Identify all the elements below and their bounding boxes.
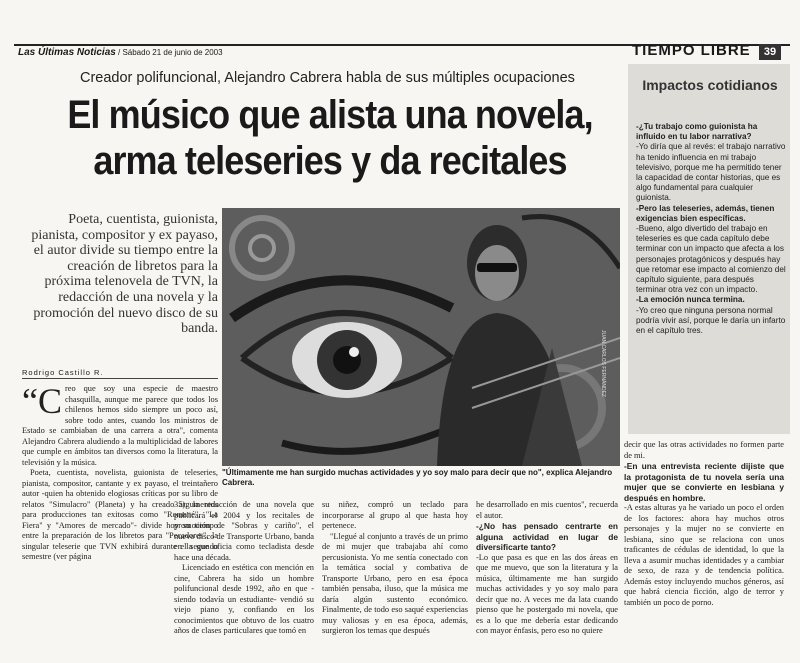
paragraph: Licenciado en estética con mención en cine, Cabrera ha sido un hombre polifuncional desde 1992, año en que -siendo todavía un estudiante- vendió su viejo piano y, confiando en los conocimientos que obtuvo de los cuatro años de clases particulares que tomó en [174,563,314,635]
article-dek: Poeta, cuentista, guionista, pianista, compositor y ex payaso, el autor divide su tiempo entre la creación de libretos para la próxima telenovela de TVN, la redacción de una novela y la promoción del nuevo disco de su banda. [31,212,218,337]
photo-credit: JUAN CARLOS FERNÁNDEZ [600,330,606,397]
byline-rule [22,378,218,379]
paragraph: 35), la redacción de una novela que publicará el 2004 y los recitales de promoción de "Sobras y cariño", el nuevo disco de Transporte Urbano, banda en la que oficia como tecladista desde hace una década. [174,500,314,562]
paragraph: he desarrollado en mis cuentos", recuerda el autor. [476,500,618,520]
page-number: 39 [759,44,781,60]
sidebar-question: -La emoción nunca termina. [636,295,745,305]
paragraph: Poeta, cuentista, novelista, guionista de teleseries, pianista, compositor, cantante y ex payaso, el treintañero autor -quien ha obtenido elogiosas críticas por su libro de relatos "Simulacro" (Planeta) y ha creado argumentos para producciones tan exitosas como "Romané", "La Fiera" y "Amores de mercado"- divide hoy su tiempo entre la preparación de los libretos para "Pecadores", la singular teleserie que TVN exhibirá durante el segundo semestre (ver página [22,468,218,561]
sidebar-question: -Pero las teleseries, además, tienen exigencias bien específicas. [636,203,775,223]
article-kicker: Creador polifuncional, Alejandro Cabrera habla de sus múltiples ocupaciones [80,70,575,86]
sidebar-answer: -Bueno, algo divertido del trabajo en teleseries es que cada capítulo debe terminar con un impacto que afecta a los personajes protagónicos y después hay que retomar ese impacto al comienzo del capítulo siguiente, para después terminar otra vez con un impacto. [636,224,786,295]
sidebar-body [636,122,786,336]
article-column-5 [624,440,784,608]
article-column-3 [322,500,468,637]
headline [60,92,600,184]
sidebar-question: -¿Tu trabajo como guionista ha influido en tu labor narrativa? [636,122,758,142]
section-title: TIEMPO LIBRE [632,42,751,59]
publication-date: / Sábado 21 de junio de 2003 [118,48,223,57]
article-photo [222,208,620,466]
headline-line-1: El músico que alista una novela, [67,93,593,137]
sidebar-answer: -Yo diría que al revés: el trabajo narrativo ha tenido influencia en mi trabajo televisivo, porque me ha permitido tener la capacidad de contar historias, que es algo fundamental para cualquier guionista. [636,142,786,203]
paragraph: su niñez, compró un teclado para incorporarse al grupo al que hasta hoy pertenece. [322,500,468,530]
paragraph: -A estas alturas ya he variado un poco el orden de los factores: ahora hay muchos otros personajes y la mujer no se convierte en lesbiana, sino que se relaciona con unos traficantes de cédulas de identidad, lo que la lleva a asumir muchas identidades y a cambiar de sexo, de raza y de tendencia política. Además estoy incluyendo muchos géneros, así que habrá ciencia ficción, algo de terror y también un poco de porno. [624,503,784,607]
interview-question: -¿No has pensado centrarte en alguna actividad en lugar de diversificarte tanto? [476,521,618,552]
sidebar-title: Impactos cotidianos [642,77,778,93]
paragraph: decir que las otras actividades no formen parte de mi. [624,440,784,460]
publication-name: Las Últimas Noticias [18,47,116,58]
sidebar-answer: -Yo creo que ninguna persona normal podría vivir así, porque le daría un infarto en el capítulo tres. [636,305,786,336]
headline-line-2: arma teleseries y da recitales [93,139,567,183]
article-column-4 [476,500,618,637]
photo-caption: "Últimamente me han surgido muchas actividades y yo soy malo para decir que no", explica Alejandro Cabrera. [222,468,613,487]
byline: Rodrigo Castillo R. [22,368,104,377]
paragraph: “Creo que soy una especie de maestro chasquilla, aunque me parece que todos los chilenos hemos sido siempre un poco así, sobre todo antes, cuando los ministros de Estado se cambiaban de una carrera a otra", comenta Alejandro Cabrera aludiendo a la multiplicidad de labores que cumple en ámbitos tan diversos como la literatura, la televisión y la música. [22,381,218,467]
interview-question: -En una entrevista reciente dijiste que la protagonista de tu novela sería una mujer que se convierte en lesbiana y después en hombre. [624,461,784,503]
drop-cap: “C [22,381,62,421]
paragraph: "Llegué al conjunto a través de un primo de mi mujer que trabajaba ahí como percusionista. Yo me sentía conectado con la temática social y combativa de Transporte Urbano, pero en esa época también pensaba, iluso, que la música me daría algún sustento económico. Finalmente, de todo eso saqué experiencias muy valiosas y en esa época, además, surgieron los temas que después [322,531,468,635]
article-column-2 [174,500,314,637]
paragraph: -Lo que pasa es que en las dos áreas en que me muevo, que son la literatura y la música, últimamente me han surgido muchas actividades y yo soy malo para decir que no. A veces me da lata cuando pienso que he postergado mi novela, que es a lo que me debería estar dedicando con mayor énfasis, pero eso no quiere [476,552,618,635]
photo-illustration [222,208,620,466]
